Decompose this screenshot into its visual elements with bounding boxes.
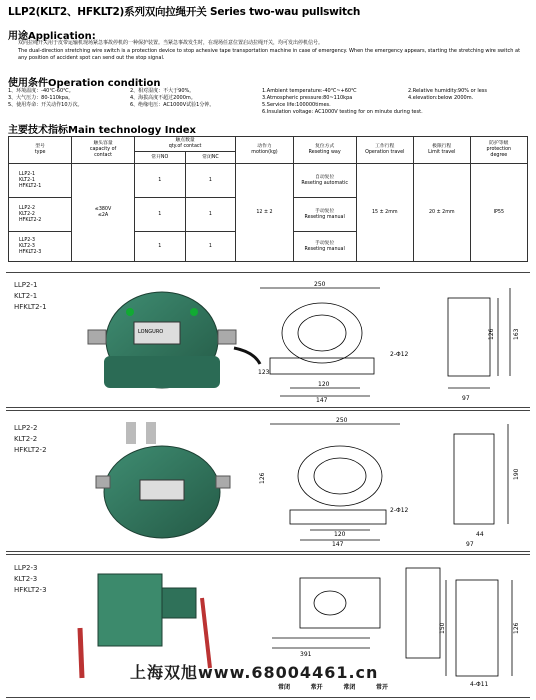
cell-type: LLP2-1 KLT2-1 HFKLT2-1 [9, 164, 72, 198]
dim-150: 150 [439, 622, 446, 634]
op-cn-5: 5、使用寿命：开关动作10万次。 [8, 102, 83, 108]
page-title: LLP2(KLT2、HFKLT2)系列双向拉绳开关 Series two-wau pullswitch [8, 6, 361, 18]
operation-cn-col2 [130, 88, 260, 109]
dim-120: 120 [334, 531, 346, 538]
operation-en-col2 [408, 88, 528, 102]
cell-reset: 手动复位 Reseting manual [293, 198, 356, 232]
model-label-3 [14, 563, 47, 596]
th-capacity: 触头容量 capacity of contact [72, 137, 135, 164]
cell-type: LLP2-2 KLT2-2 HFKLT2-2 [9, 198, 72, 232]
cell-nc: 1 [185, 164, 236, 198]
model-line: HFKLT2-2 [14, 446, 47, 454]
spec-table [8, 136, 528, 262]
model-line: LLP2-3 [14, 564, 38, 572]
contact-labels [278, 682, 388, 691]
th-motion: 动作力 motion(kg) [236, 137, 293, 164]
dim-bolt: 2-Φ12 [390, 507, 409, 514]
op-cn-3: 3、大气压力：80-110kpa。 [8, 95, 74, 101]
th-type: 型号 type [9, 137, 72, 164]
dim-126: 126 [488, 328, 495, 340]
model-label-1 [14, 280, 47, 313]
dim-97: 97 [466, 541, 474, 548]
cell-reset: 手动复位 Reseting manual [293, 232, 356, 262]
model-label-2 [14, 423, 47, 456]
th-travel: 工作行程 Operation travel [356, 137, 413, 164]
th-nc: 常闭NC [185, 152, 236, 164]
model-line: KLT2-2 [14, 435, 38, 443]
op-cn-6: 6、绝缘电压：AC1000V试验1分钟。 [130, 102, 215, 108]
switch-photo-1 [64, 278, 264, 404]
dim-250: 250 [336, 417, 348, 424]
main-index-heading: 主要技术指标Main technology Index [8, 125, 197, 136]
contact-label: 常闭 [278, 684, 291, 691]
cell-limit: 20 ± 2mm [413, 164, 470, 262]
dim-163: 163 [513, 328, 520, 340]
dimension-drawing-1 [250, 278, 530, 404]
cell-no: 1 [134, 232, 185, 262]
application-en: The dual-direction stretching wire switch is a protection device to stop achesive tape transportation machine in case of emergency. When the emergency appears, starting the stretching wire switch at any position of accident spot can send out the stop signal. [18, 48, 521, 61]
model-line: LLP2-2 [14, 424, 38, 432]
dim-123: 123 [258, 369, 270, 376]
model-line: HFKLT2-3 [14, 586, 47, 594]
th-protect: 防护等级 protection degree [470, 137, 527, 164]
dim-bolt: 4-Φ11 [470, 681, 489, 688]
dim-147: 147 [332, 541, 344, 548]
dim-147: 147 [316, 397, 328, 404]
cell-reset: 自动复位 Reseting automatic [293, 164, 356, 198]
dim-120: 120 [318, 381, 330, 388]
op-en-3: 3.Atmospheric pressure:80~110kpa [262, 95, 353, 101]
op-en-5: 5.Service life:100000times. [262, 102, 331, 108]
dim-44: 44 [476, 531, 484, 538]
operation-cn-col1 [8, 88, 128, 109]
application-heading: 用途Application: [8, 31, 96, 42]
application-cn: 双向拉绳开关用于皮带运输机现场紧急事故停机的一种保护装置。当紧急事故发生时，在现场任意位置启动拉绳开关，均可发出停机信号。 [18, 40, 324, 46]
cell-protect: IP55 [470, 164, 527, 262]
contact-label: 常闭 [343, 684, 356, 691]
model-line: LLP2-1 [14, 281, 38, 289]
operation-heading: 使用条件Operation condition [8, 78, 161, 89]
model-line: HFKLT2-1 [14, 303, 47, 311]
cell-capacity: ≤380V ≤2A [72, 164, 135, 262]
dim-126: 126 [513, 622, 520, 634]
op-en-4: 4.elevation:below 2000m. [408, 95, 474, 101]
contact-label: 常开 [375, 684, 388, 691]
contact-label: 常开 [310, 684, 323, 691]
dim-97: 97 [462, 395, 470, 402]
cell-type: LLP2-3 KLT2-3 HFKLT2-3 [9, 232, 72, 262]
op-en-2: 2.Relative humidity:90% or less [408, 88, 488, 94]
th-reset: 复位方式 Reseting way [293, 137, 356, 164]
op-en-1: 1.Ambient temperature:-40℃~+60℃ [262, 88, 357, 94]
th-qty: 触点数量 qty.of contact [134, 137, 235, 152]
op-cn-1: 1、环境温度：-40℃-60℃。 [8, 88, 74, 94]
model-line: KLT2-1 [14, 292, 38, 300]
table-row [9, 164, 528, 198]
dimension-drawing-2 [250, 414, 530, 548]
dim-190: 190 [513, 468, 520, 480]
switch-photo-2 [84, 414, 244, 548]
op-cn-2: 2、相对湿度：不大于90%。 [130, 88, 195, 94]
operation-en-col1 [262, 88, 432, 116]
dim-126: 126 [259, 472, 266, 484]
op-cn-4: 4、海拔高度不超过2000m。 [130, 95, 196, 101]
model-line: KLT2-3 [14, 575, 38, 583]
cell-motion: 12 ± 2 [236, 164, 293, 262]
dim-bolt: 2-Φ12 [390, 351, 409, 358]
cell-no: 1 [134, 164, 185, 198]
dim-250: 250 [314, 281, 326, 288]
cell-nc: 1 [185, 232, 236, 262]
cell-nc: 1 [185, 198, 236, 232]
op-en-6: 6.Insulation voltage: AC1000V testing for on minute during test. [262, 109, 423, 115]
dim-391: 391 [300, 651, 312, 658]
nameplate-text: LONGURO [138, 329, 164, 335]
watermark: 上海双旭www.68004461.cn [130, 663, 379, 682]
th-limit: 极限行程 Limit travel [413, 137, 470, 164]
cell-no: 1 [134, 198, 185, 232]
th-no: 常开NO [134, 152, 185, 164]
cell-travel: 15 ± 2mm [356, 164, 413, 262]
